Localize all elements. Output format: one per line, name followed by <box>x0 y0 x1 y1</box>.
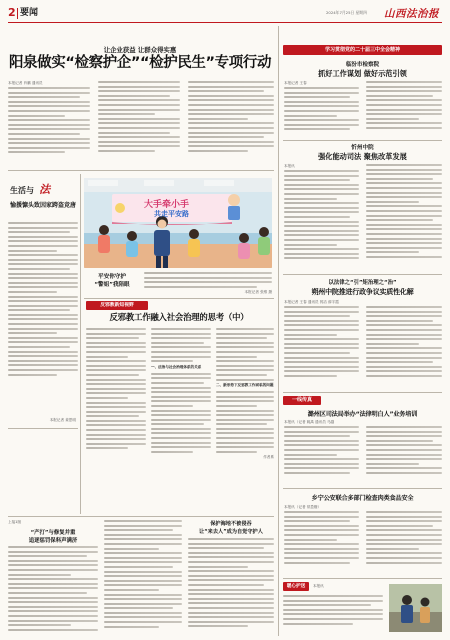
right-e-col-2 <box>366 511 442 566</box>
right-d-byline: 本报讯（记者 姚禹 通讯员 马越 <box>284 420 335 424</box>
right-f-tag-label: 暖心护送 <box>286 584 306 589</box>
right-a-col-1 <box>284 87 359 133</box>
photo-banner-top: 大手牵小手 <box>144 200 190 210</box>
right-c-col-2 <box>366 306 442 380</box>
bottom-col-2 <box>104 520 182 630</box>
right-b-col-1 <box>284 170 359 262</box>
commentary-column-label: 反邪教新知视野 <box>100 303 134 308</box>
right-f <box>283 582 442 636</box>
side-feature-logo-char: 法 <box>39 183 51 196</box>
commentary-subhead-2: 二、新形势下反邪教工作面临的问题 <box>216 383 274 388</box>
right-b-body <box>284 164 442 270</box>
right-a-byline: 本报记者 王春 <box>284 81 307 85</box>
right-e-byline: 本报讯（记者 常盈楷） <box>284 505 322 509</box>
right-e-title: 乡宁公安联合多部门检查肉类食品安全 <box>311 495 414 502</box>
lead-body <box>8 81 274 163</box>
right-d-col-1 <box>284 426 359 477</box>
right-b-title: 忻州中院 <box>351 145 374 151</box>
mid-feature <box>8 346 78 516</box>
right-a-col-2 <box>366 81 442 132</box>
bottom-feature-body <box>8 546 98 633</box>
right-b-subtitle: 强化能动司法 聚焦改革发展 <box>318 152 407 161</box>
right-f-tag <box>283 582 309 591</box>
right-c-byline: 本报记者 王春 通讯员 郭洁 薛宇霞 <box>284 300 339 304</box>
commentary-signature: 作者系 <box>263 455 274 460</box>
bottom-mid <box>188 520 274 636</box>
right-banner <box>283 45 442 55</box>
right-e-col-1 <box>284 511 359 566</box>
masthead-logo: 山西法治报 <box>384 8 439 20</box>
right-a-title: 临汾市检察院 <box>345 62 380 68</box>
bottom-mid-body <box>188 538 274 630</box>
right-d-body <box>284 420 442 484</box>
right-d-rule <box>283 488 442 489</box>
right-f-byline: 本报讯 <box>313 584 324 588</box>
page-number: 2 <box>8 6 16 19</box>
commentary-col-3 <box>216 328 274 460</box>
right-e-rule <box>283 578 442 579</box>
photo-caption: 平安你守护 “警姐”我陪眼 <box>94 274 130 288</box>
right-d-title: 潞州区司法局举办“法律明白人”业务培训 <box>307 411 418 418</box>
right-d-tag <box>283 396 321 405</box>
right-a-subtitle: 抓好工作谋划 做好示范引领 <box>318 69 407 78</box>
right-c-rule <box>283 392 442 393</box>
right-b-rule <box>283 274 442 275</box>
section-name: 要闻 <box>20 8 39 18</box>
main-split-rule <box>278 26 279 636</box>
bottom-mid-title-b: 让“来去人”成为自觉守护人 <box>199 529 263 535</box>
side-feature-title: 愉援慷头致因家跨盗竞唐 <box>9 202 76 209</box>
right-c-col-1 <box>284 306 359 380</box>
issue-date: 2024年7月25日 星期四 <box>326 10 367 15</box>
bottom-mid-title-a: 保护海地不被侵吞 <box>210 521 252 527</box>
photo-illustration <box>84 178 272 268</box>
right-b-col-2 <box>366 164 442 260</box>
right-c-title-a: 以法律之“引”矩治理之“治” <box>328 280 397 286</box>
side-feature-kicker: 生活与 <box>10 186 34 195</box>
right-d-col-2 <box>366 426 442 477</box>
right-f-body <box>283 595 383 627</box>
lead-byline: 本报记者 肖鹏 通讯员 <box>8 81 43 85</box>
right-f-photo <box>389 584 442 632</box>
photo-banner-bottom: 共走平安路 <box>154 210 189 218</box>
right-c-title-b: 朔州中院推进行政争议实质性化解 <box>311 288 414 296</box>
side-split-rule <box>80 174 81 514</box>
right-b-byline: 本报讯 <box>284 164 295 168</box>
right-a-body <box>284 81 442 141</box>
lead-col-1 <box>8 87 90 156</box>
lead-bottom-rule <box>8 170 274 171</box>
commentary-title: 反邪教工作融入社会治理的思考（中） <box>109 312 249 322</box>
page-header <box>8 6 442 22</box>
bottom-feature-title-a: “产打”与修复并重 <box>30 530 76 536</box>
bottom-top-rule <box>8 516 274 517</box>
right-d-tag-label: 一线传真 <box>291 397 312 403</box>
section-divider <box>17 8 18 19</box>
right-a-rule <box>283 140 442 141</box>
commentary-subhead-1: 一、法治与社会治理体系的关系 <box>151 364 202 369</box>
news-photo <box>84 178 272 268</box>
side-feature-logo <box>10 178 76 194</box>
lead-kicker: 让企业获益 让群众得实惠 <box>103 46 177 54</box>
commentary-col-1 <box>86 328 146 452</box>
right-c-body <box>284 300 442 386</box>
side-feature-signature: 本报记者 姜思明 <box>49 418 76 422</box>
commentary-col-2 <box>151 328 211 455</box>
lead-title: 阳泉做实“检察护企”“检护民生”专项行动 <box>8 55 272 71</box>
photo-credit: 本报记者 张维 摄 <box>244 290 272 295</box>
bottom-feature-tag: 上接1版 <box>8 520 22 524</box>
lead-col-3 <box>188 81 274 155</box>
bottom-feature <box>8 520 98 636</box>
lead-col-2 <box>98 81 180 155</box>
right-banner-text: 学习贯彻党的二十届三中全会精神 <box>324 47 400 53</box>
right-e-body <box>284 505 442 575</box>
header-rule <box>8 22 442 23</box>
photo-bottom-rule <box>84 298 274 299</box>
photo-caption-body <box>144 272 272 295</box>
commentary-column-tag <box>86 301 148 310</box>
bottom-feature-title-b: 追逐惩罚保料声满济 <box>28 538 78 544</box>
